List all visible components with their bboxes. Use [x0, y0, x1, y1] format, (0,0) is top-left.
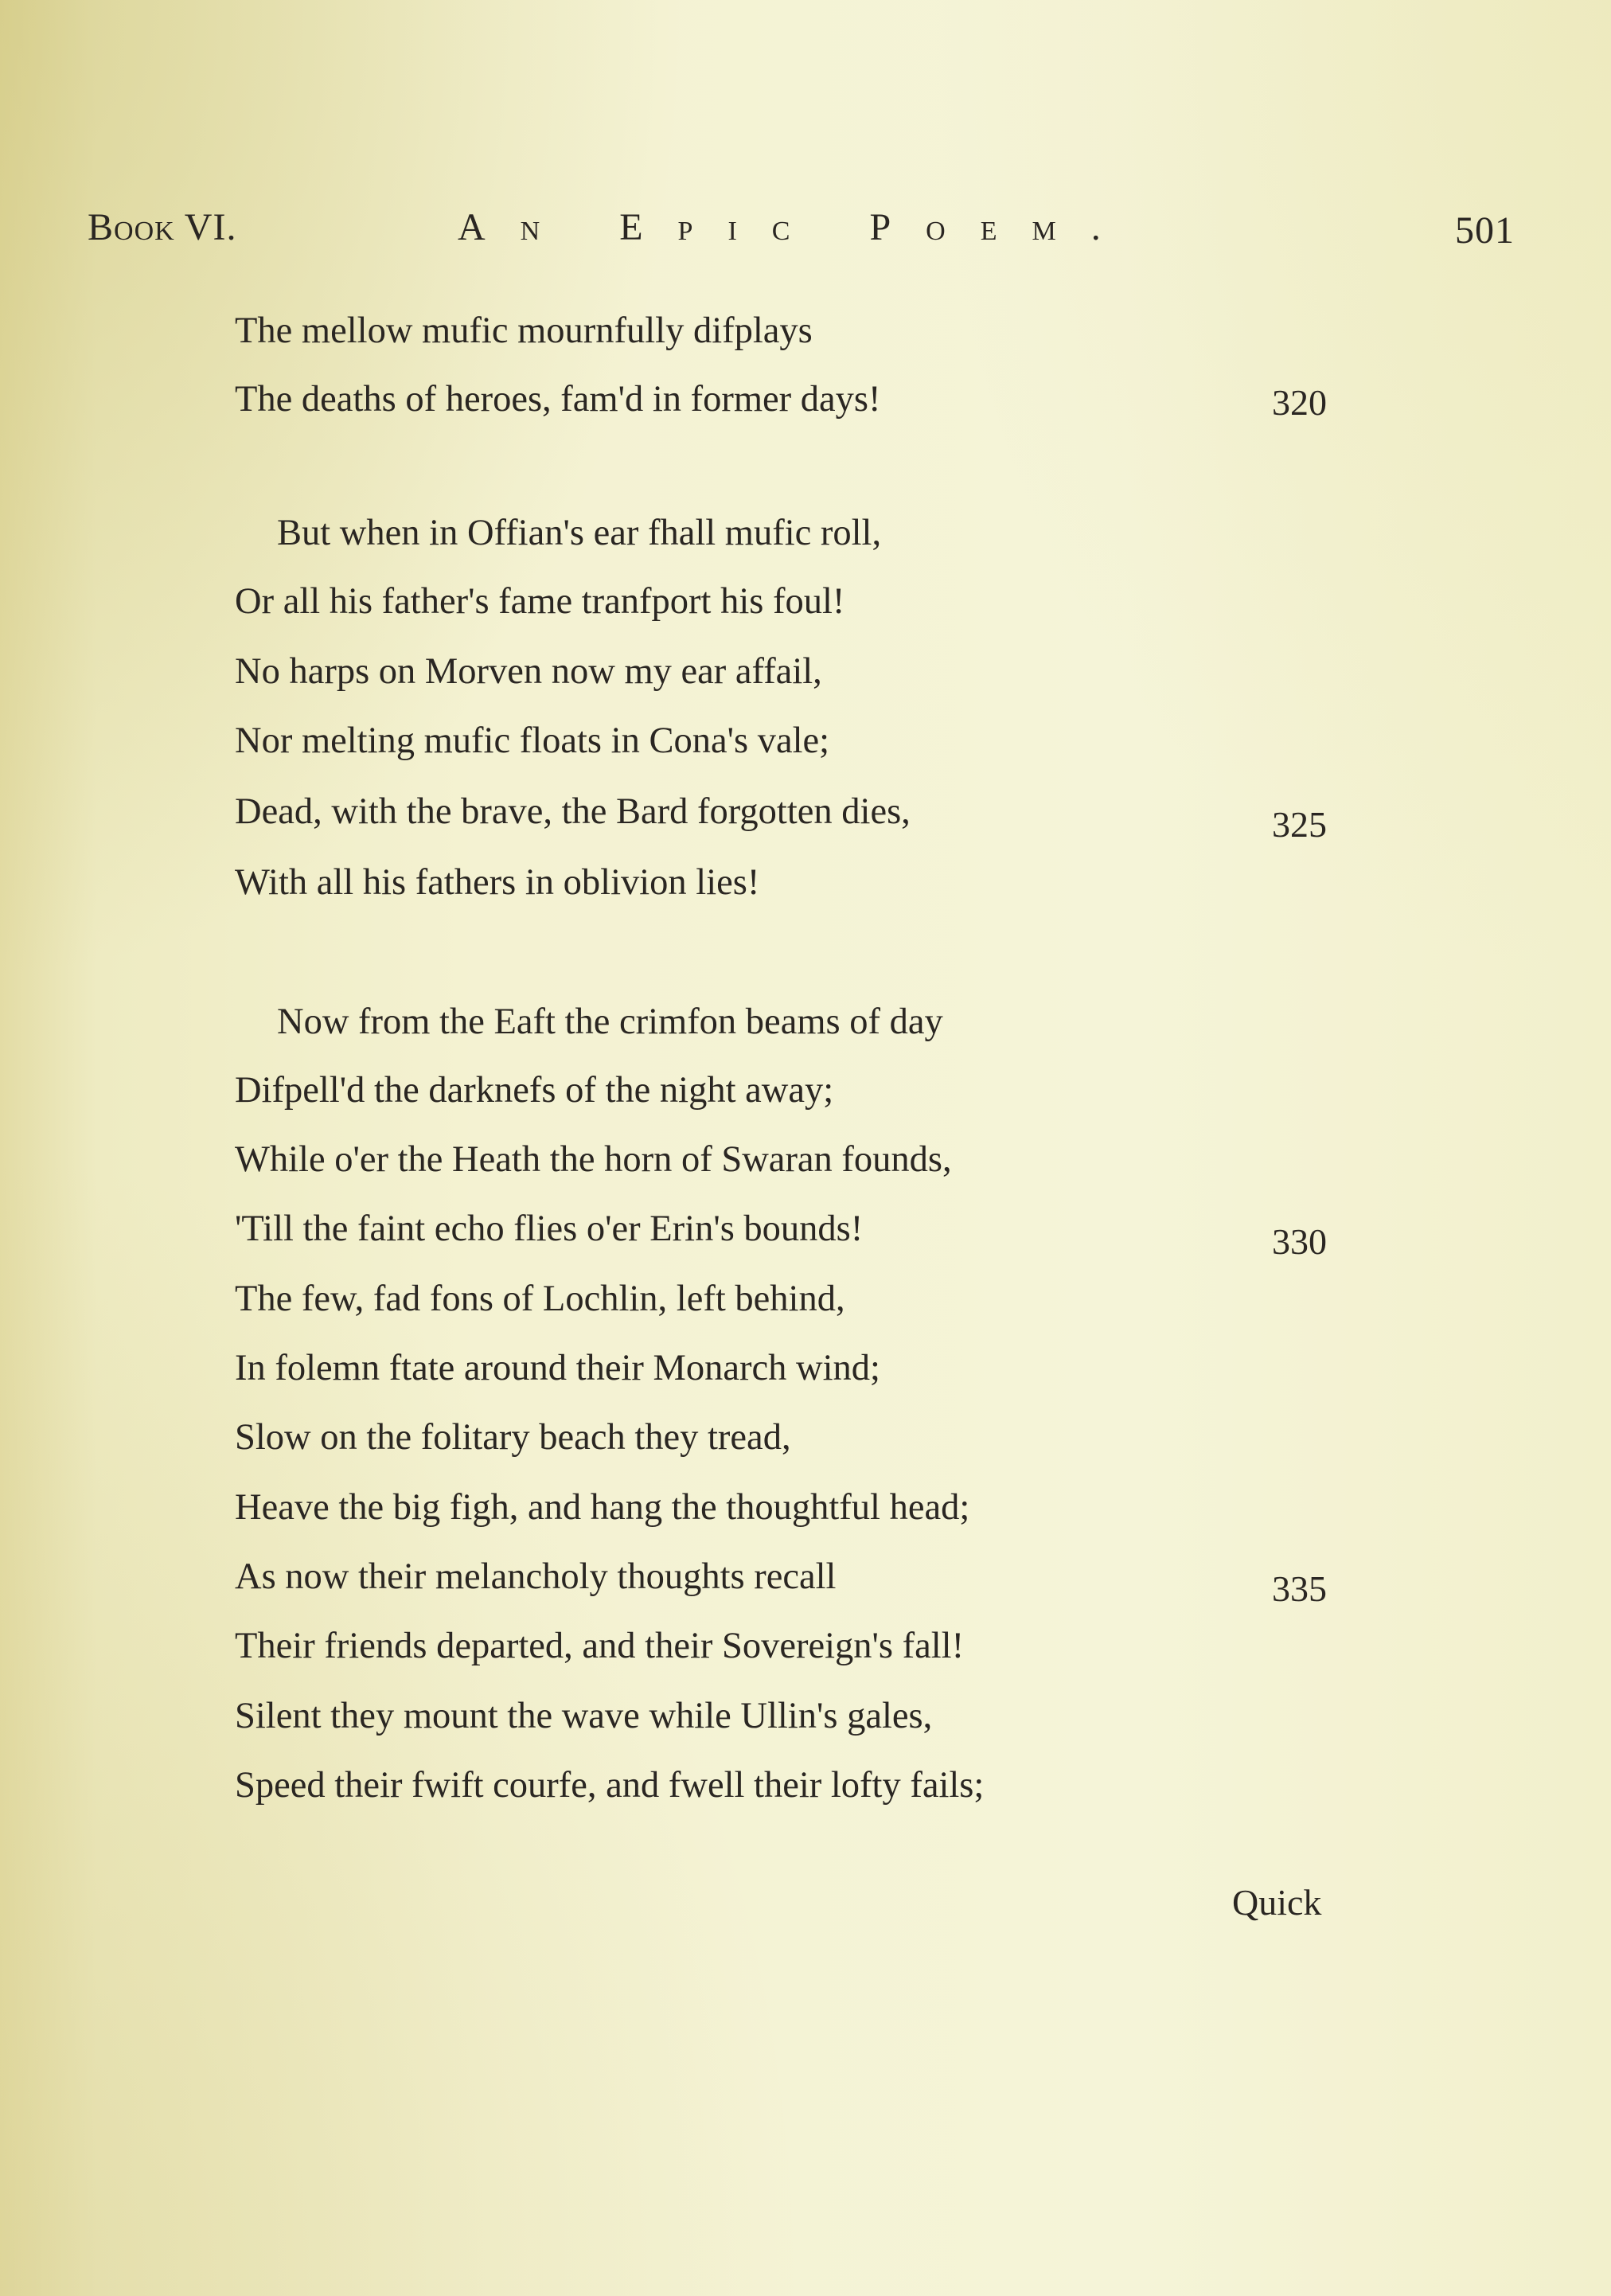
verse-line: The deaths of heroes, fam'd in former days! — [235, 379, 881, 420]
verse-line: Slow on the folitary beach they tread, — [235, 1417, 791, 1458]
verse-line: The few, fad fons of Lochlin, left behind, — [235, 1279, 845, 1319]
line-number: 330 — [1272, 1221, 1327, 1262]
running-title: An Epic Poem. — [458, 206, 1136, 248]
verse-line: Silent they mount the wave while Ullin's gales, — [235, 1696, 933, 1736]
verse-line: Nor melting mufic floats in Cona's vale; — [235, 720, 830, 761]
catchword: Quick — [1232, 1882, 1322, 1923]
line-number: 325 — [1272, 804, 1327, 845]
verse-line: With all his fathers in oblivion lies! — [235, 862, 760, 903]
verse-line: Dead, with the brave, the Bard forgotten dies, — [235, 791, 911, 832]
line-number: 335 — [1272, 1568, 1327, 1609]
verse-line: Their friends departed, and their Sovereign's fall! — [235, 1626, 965, 1666]
verse-line: But when in Offian's ear fhall mufic roll, — [277, 513, 882, 553]
verse-line: Now from the Eaft the crimfon beams of day — [277, 1002, 943, 1042]
verse-line: In folemn ftate around their Monarch wind; — [235, 1348, 880, 1388]
line-number: 320 — [1272, 382, 1327, 423]
verse-line: The mellow mufic mournfully difplays — [235, 310, 813, 351]
book-label: Book VI. — [88, 206, 237, 248]
verse-line: Speed their fwift courfe, and fwell their lofty fails; — [235, 1765, 985, 1806]
running-header — [0, 205, 1611, 269]
verse-line: Or all his father's fame tranfport his foul! — [235, 581, 845, 622]
verse-line: Heave the big figh, and hang the thoughtful head; — [235, 1487, 970, 1528]
verse-line: No harps on Morven now my ear affail, — [235, 651, 822, 692]
verse-line: Difpell'd the darknefs of the night away; — [235, 1070, 834, 1111]
verse-line: 'Till the faint echo flies o'er Erin's bounds! — [235, 1209, 864, 1249]
page-number: 501 — [1455, 209, 1515, 252]
verse-line: As now their melancholy thoughts recall — [235, 1556, 837, 1597]
verse-line: While o'er the Heath the horn of Swaran founds, — [235, 1139, 952, 1180]
